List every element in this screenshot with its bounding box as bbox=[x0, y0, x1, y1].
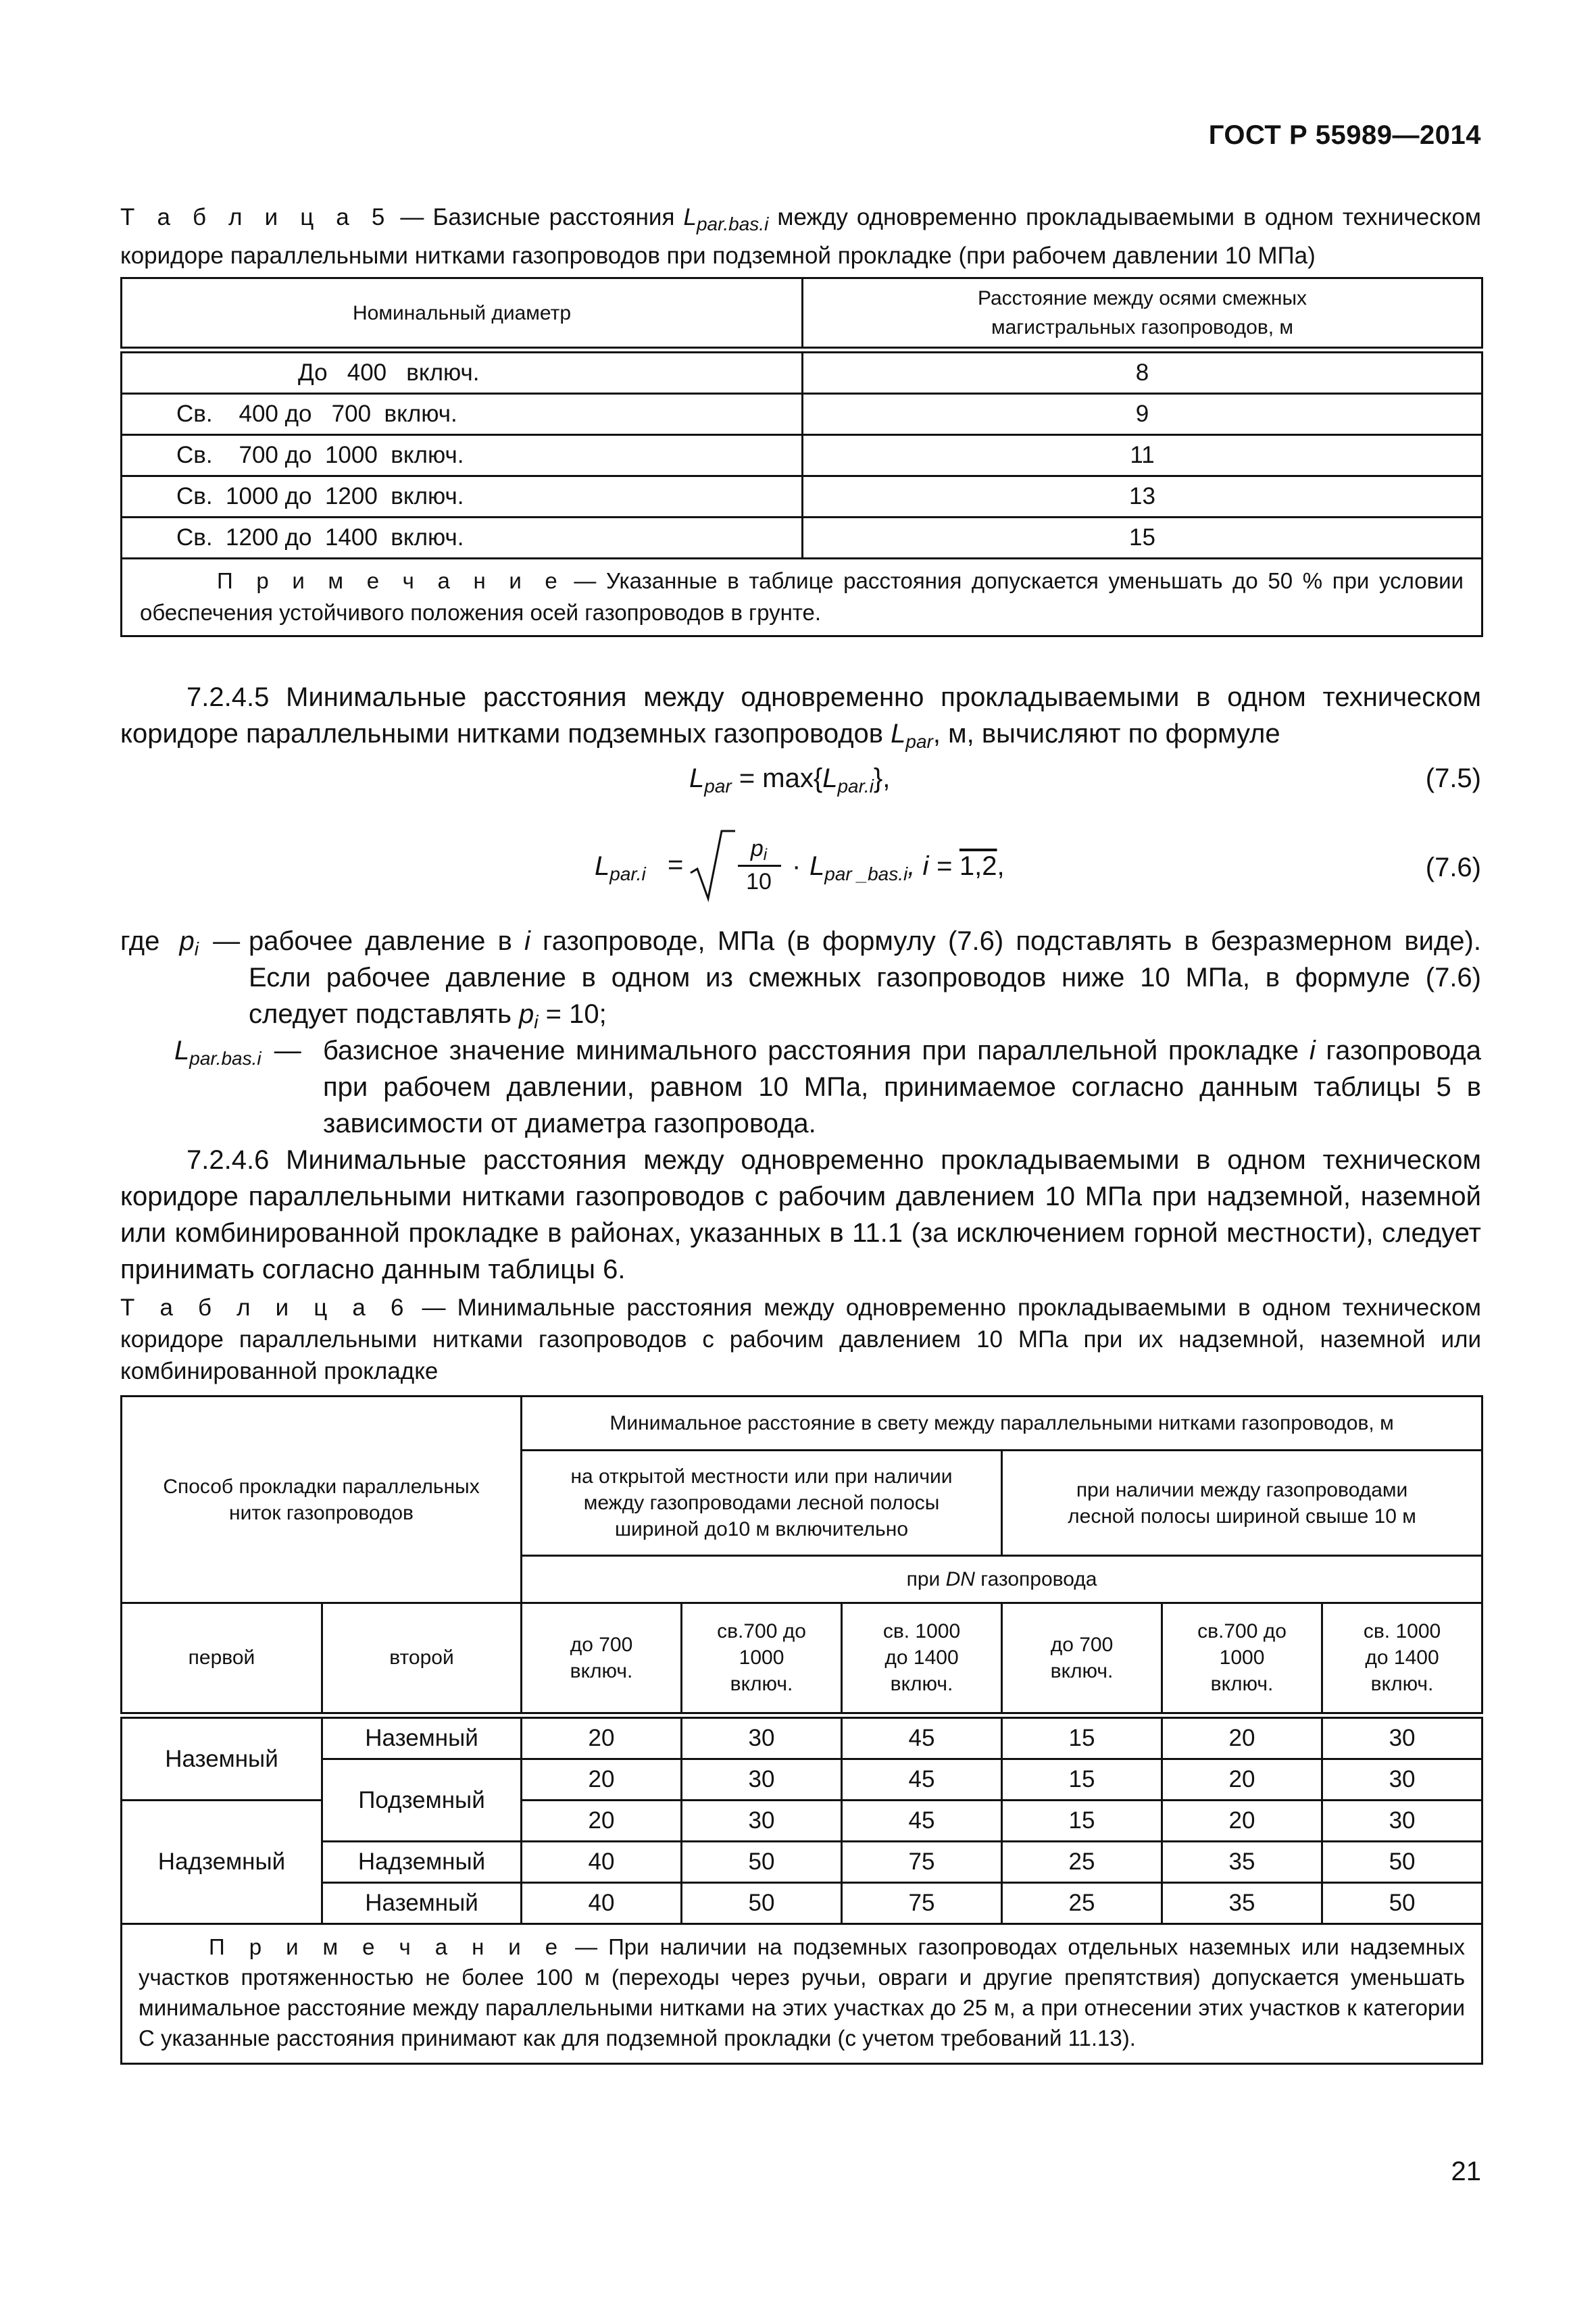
formula-7-6-number: (7.6) bbox=[1425, 853, 1481, 882]
formula-7-5-lhs-sub: par bbox=[704, 776, 732, 797]
definition-p-symbol: p bbox=[519, 999, 534, 1029]
table6-dn-col: св.700 до 1000 включ. bbox=[682, 1603, 842, 1715]
definition-dash: — bbox=[213, 926, 241, 956]
table6-value-cell: 50 bbox=[1322, 1841, 1482, 1882]
table-row bbox=[122, 1882, 1482, 1923]
table5-caption-text: между одновременно прокладываемыми в одном техническом коридоре параллельными нитками газопроводов при подземной прокладке (при рабочем давлении 10 МПа) bbox=[120, 204, 1481, 269]
table-row bbox=[122, 476, 1482, 518]
paragraph-7-2-4-5-text: 7.2.4.5 Минимальные расстояния между одновременно прокладываемыми в одном техническом коридоре параллельными нитками подземных газопроводов bbox=[120, 682, 1481, 749]
table6-value-cell: 40 bbox=[522, 1841, 682, 1882]
table5-diameter-cell: Св. 400 до 700 включ. bbox=[122, 394, 803, 435]
table6-value-cell: 25 bbox=[1002, 1841, 1162, 1882]
standard-number: ГОСТ Р 55989—2014 bbox=[1208, 120, 1481, 150]
definition-p-text-3: = 10; bbox=[538, 999, 607, 1029]
definition-p-text-2: газопроводе, МПа (в формулу (7.6) подставлять в безразмерном виде). Если рабочее давление в одном из смежных газопроводов ниже 10 МПа, в формуле (7.6) следует подставлять bbox=[249, 926, 1481, 1029]
table6-dn-col: св. 1000 до 1400 включ. bbox=[842, 1603, 1002, 1715]
table5-header-distance: Расстояние между осями смежных магистральных газопроводов, м bbox=[803, 278, 1482, 351]
table6-dn-col: св.700 до 1000 включ. bbox=[1162, 1603, 1322, 1715]
formula-7-6 bbox=[595, 828, 1108, 903]
table6-dn-col: до 700 включ. bbox=[1002, 1603, 1162, 1715]
table-row bbox=[122, 1715, 1482, 1759]
formula-7-5-close: }, bbox=[873, 763, 891, 793]
formula-7-5-lhs: L bbox=[689, 763, 705, 793]
table6-dn-col: св. 1000 до 1400 включ. bbox=[1322, 1603, 1482, 1715]
table6-value-cell: 15 bbox=[1002, 1715, 1162, 1759]
table6-value-cell: 50 bbox=[682, 1882, 842, 1923]
table-row bbox=[122, 518, 1482, 559]
table-row bbox=[122, 350, 1482, 394]
definition-l-text: базисное значение минимального расстояния при параллельной прокладке bbox=[323, 1036, 1310, 1065]
table6-value-cell: 35 bbox=[1162, 1882, 1322, 1923]
definition-l-symbol bbox=[174, 1032, 301, 1077]
definition-p-text: рабочее давление в bbox=[249, 926, 524, 956]
table5-diameter-cell: Св. 1000 до 1200 включ. bbox=[122, 476, 803, 518]
table6-value-cell: 20 bbox=[1162, 1715, 1322, 1759]
table6-header-forest: при наличии между газопроводами лесной полосы шириной свыше 10 м bbox=[1002, 1451, 1482, 1556]
table5-note-text: — Указанные в таблице расстояния допускается уменьшать до 50 % при условии обеспечения устойчивого положения осей газопроводов в грунте. bbox=[140, 568, 1464, 625]
table6-value-cell: 20 bbox=[1162, 1759, 1322, 1800]
paragraph-7-2-4-6: 7.2.4.6 Минимальные расстояния между одновременно прокладываемыми в одном техническом коридоре параллельными нитками газопроводов с рабочим давлением 10 МПа при надземной, наземной или комбинированной прокладке в районах, указанных в 11.1 (за исключением горной местности), следует принимать согласно данным таблицы 6. bbox=[120, 1145, 1481, 1284]
formula-7-6-denominator: 10 bbox=[746, 869, 772, 895]
table6-caption-text: — Минимальные расстояния между одновременно прокладываемыми в одном техническом коридоре параллельными нитками газопроводов с рабочим давлением 10 МПа при их надземной, наземной или комбинированной прокладке bbox=[120, 1294, 1481, 1384]
table6-value-cell: 30 bbox=[682, 1715, 842, 1759]
table6-header-min-distance: Минимальное расстояние в свету между параллельными нитками газопроводов, м bbox=[522, 1397, 1482, 1451]
formula-7-5-inner-sub: par.i bbox=[837, 776, 874, 797]
table6-value-cell: 20 bbox=[522, 1800, 682, 1841]
where-label: где bbox=[120, 926, 160, 956]
table-row bbox=[122, 435, 1482, 476]
table6-value-cell: 30 bbox=[682, 1800, 842, 1841]
paragraph-7-2-4-5-tail: , м, вычисляют по формуле bbox=[932, 719, 1280, 749]
formula-7-6-index: , i = bbox=[907, 851, 959, 881]
page-number: 21 bbox=[1451, 2157, 1481, 2186]
paragraph-7-2-4-5 bbox=[120, 679, 1481, 760]
table5-caption-dash: — Базисные расстояния bbox=[391, 204, 684, 230]
table6-caption-label: Т а б л и ц а 6 bbox=[120, 1294, 411, 1321]
table6-second-cell: Подземный bbox=[322, 1759, 522, 1841]
table5-header-diameter: Номинальный диаметр bbox=[122, 278, 803, 351]
table6-value-cell: 45 bbox=[842, 1715, 1002, 1759]
table6-header-method: Способ прокладки параллельных ниток газопроводов bbox=[122, 1397, 522, 1603]
formula-7-5 bbox=[689, 763, 890, 797]
fraction-bar bbox=[738, 865, 781, 867]
formula-7-6-comma: , bbox=[997, 851, 1005, 881]
table5-caption-symbol: L bbox=[683, 204, 697, 230]
table6-header-open-area: на открытой местности или при наличии между газопроводами лесной полосы шириной до10 м включительно bbox=[522, 1451, 1002, 1556]
table6-header-second: второй bbox=[322, 1603, 522, 1715]
table6-second-cell: Наземный bbox=[322, 1715, 522, 1759]
table6-note-text: — При наличии на подземных газопроводах отдельных наземных или надземных участков протяженностью не более 100 м (переходы через ручьи, овраги и другие препятствия) допускается уменьшать минимальное расстояние между параллельными нитками на этих участках до 25 м, а при отнесении этих участков к категории С указанные расстояния принимают как для подземной прокладки (с учетом требований 11.13). bbox=[139, 1934, 1466, 2051]
table5-note bbox=[122, 559, 1482, 636]
table6-value-cell: 30 bbox=[682, 1759, 842, 1800]
table6-value-cell: 30 bbox=[1322, 1715, 1482, 1759]
definition-l-text-2: газопровода при рабочем давлении, равном 10 МПа, принимаемое согласно данным таблицы 5 в зависимости от диаметра газопровода. bbox=[323, 1036, 1481, 1138]
table6-value-cell: 50 bbox=[1322, 1882, 1482, 1923]
formula-7-5-eq: = max{ bbox=[731, 763, 823, 793]
formula-7-6-eq: = bbox=[668, 850, 684, 880]
table6-dn-col: до 700 включ. bbox=[522, 1603, 682, 1715]
table6-value-cell: 15 bbox=[1002, 1800, 1162, 1841]
table6-first-cell: Надземный bbox=[122, 1800, 322, 1923]
definition-dash: — bbox=[274, 1036, 301, 1065]
radical-sign-icon bbox=[689, 828, 737, 903]
table6-value-cell: 15 bbox=[1002, 1759, 1162, 1800]
table5-caption bbox=[120, 201, 1481, 272]
formula-7-6-lhs: L bbox=[595, 851, 610, 881]
table6-value-cell: 40 bbox=[522, 1882, 682, 1923]
table5-distance-cell: 8 bbox=[803, 350, 1482, 394]
symbol-p-sub: i bbox=[194, 938, 199, 959]
table6-value-cell: 35 bbox=[1162, 1841, 1322, 1882]
table6-first-cell: Наземный bbox=[122, 1715, 322, 1801]
table-row bbox=[122, 394, 1482, 435]
table5-diameter-cell: Св. 1200 до 1400 включ. bbox=[122, 518, 803, 559]
formula-7-6-range: 1,2 bbox=[959, 851, 997, 881]
formula-7-5-inner: L bbox=[822, 763, 838, 793]
table6-value-cell: 20 bbox=[1162, 1800, 1322, 1841]
formula-7-5-number: (7.5) bbox=[1425, 763, 1481, 793]
table6-value-cell: 30 bbox=[1322, 1800, 1482, 1841]
symbol-l-basis-sub: par.bas.i bbox=[189, 1048, 261, 1069]
table6-header-first: первой bbox=[122, 1603, 322, 1715]
symbol-l-basis: L bbox=[174, 1036, 190, 1065]
table-row bbox=[122, 1841, 1482, 1882]
table6-note-label: П р и м е ч а н и е bbox=[209, 1934, 565, 1959]
table6-value-cell: 50 bbox=[682, 1841, 842, 1882]
formula-7-6-numerator: p bbox=[750, 836, 764, 861]
table5-note-label: П р и м е ч а н и е bbox=[217, 568, 564, 593]
symbol-l-par: L bbox=[891, 719, 906, 749]
table6-value-cell: 20 bbox=[522, 1759, 682, 1800]
table6-header-dn-symbol: DN bbox=[945, 1568, 975, 1590]
table6-value-cell: 45 bbox=[842, 1759, 1002, 1800]
table-row bbox=[122, 1759, 1482, 1800]
table6-second-cell: Наземный bbox=[322, 1882, 522, 1923]
definition-p-symbol-sub: i bbox=[534, 1011, 539, 1032]
table6-value-cell: 20 bbox=[522, 1715, 682, 1759]
table6-value-cell: 75 bbox=[842, 1882, 1002, 1923]
formula-7-6-basis: L bbox=[809, 851, 825, 881]
table6-value-cell: 75 bbox=[842, 1841, 1002, 1882]
table6-second-cell: Надземный bbox=[322, 1841, 522, 1882]
formula-7-6-dot: · bbox=[792, 851, 801, 881]
symbol-l-par-sub: par bbox=[905, 731, 933, 752]
definition-where bbox=[120, 923, 240, 967]
formula-7-6-lhs-sub: par.i bbox=[609, 863, 646, 884]
table-6 bbox=[120, 1395, 1483, 2065]
definition-l-i: i bbox=[1309, 1036, 1316, 1065]
definition-p bbox=[249, 923, 1481, 1040]
symbol-p: p bbox=[179, 926, 195, 956]
formula-7-6-numerator-sub: i bbox=[763, 846, 768, 864]
definition-p-i: i bbox=[524, 926, 530, 956]
table6-value-cell: 45 bbox=[842, 1800, 1002, 1841]
table5-distance-cell: 13 bbox=[803, 476, 1482, 518]
table6-value-cell: 30 bbox=[1322, 1759, 1482, 1800]
formula-7-6-basis-sub: par _bas.i bbox=[824, 863, 908, 884]
table5-distance-cell: 9 bbox=[803, 394, 1482, 435]
table6-caption bbox=[120, 1292, 1481, 1387]
table5-caption-symbol-sub: par.bas.i bbox=[696, 213, 769, 234]
table6-note bbox=[122, 1923, 1482, 2063]
definition-l bbox=[323, 1032, 1481, 1142]
table6-value-cell: 25 bbox=[1002, 1882, 1162, 1923]
table6-header-dn-pre: при bbox=[906, 1568, 946, 1590]
table6-header-dn-post: газопровода bbox=[974, 1568, 1097, 1590]
table5-distance-cell: 15 bbox=[803, 518, 1482, 559]
table5-caption-label: Т а б л и ц а 5 bbox=[120, 204, 392, 230]
table6-header-dn bbox=[522, 1556, 1482, 1603]
table-5 bbox=[120, 277, 1483, 637]
table5-distance-cell: 11 bbox=[803, 435, 1482, 476]
table5-diameter-cell: Св. 700 до 1000 включ. bbox=[122, 435, 803, 476]
table5-diameter-cell: До 400 включ. bbox=[122, 350, 803, 394]
